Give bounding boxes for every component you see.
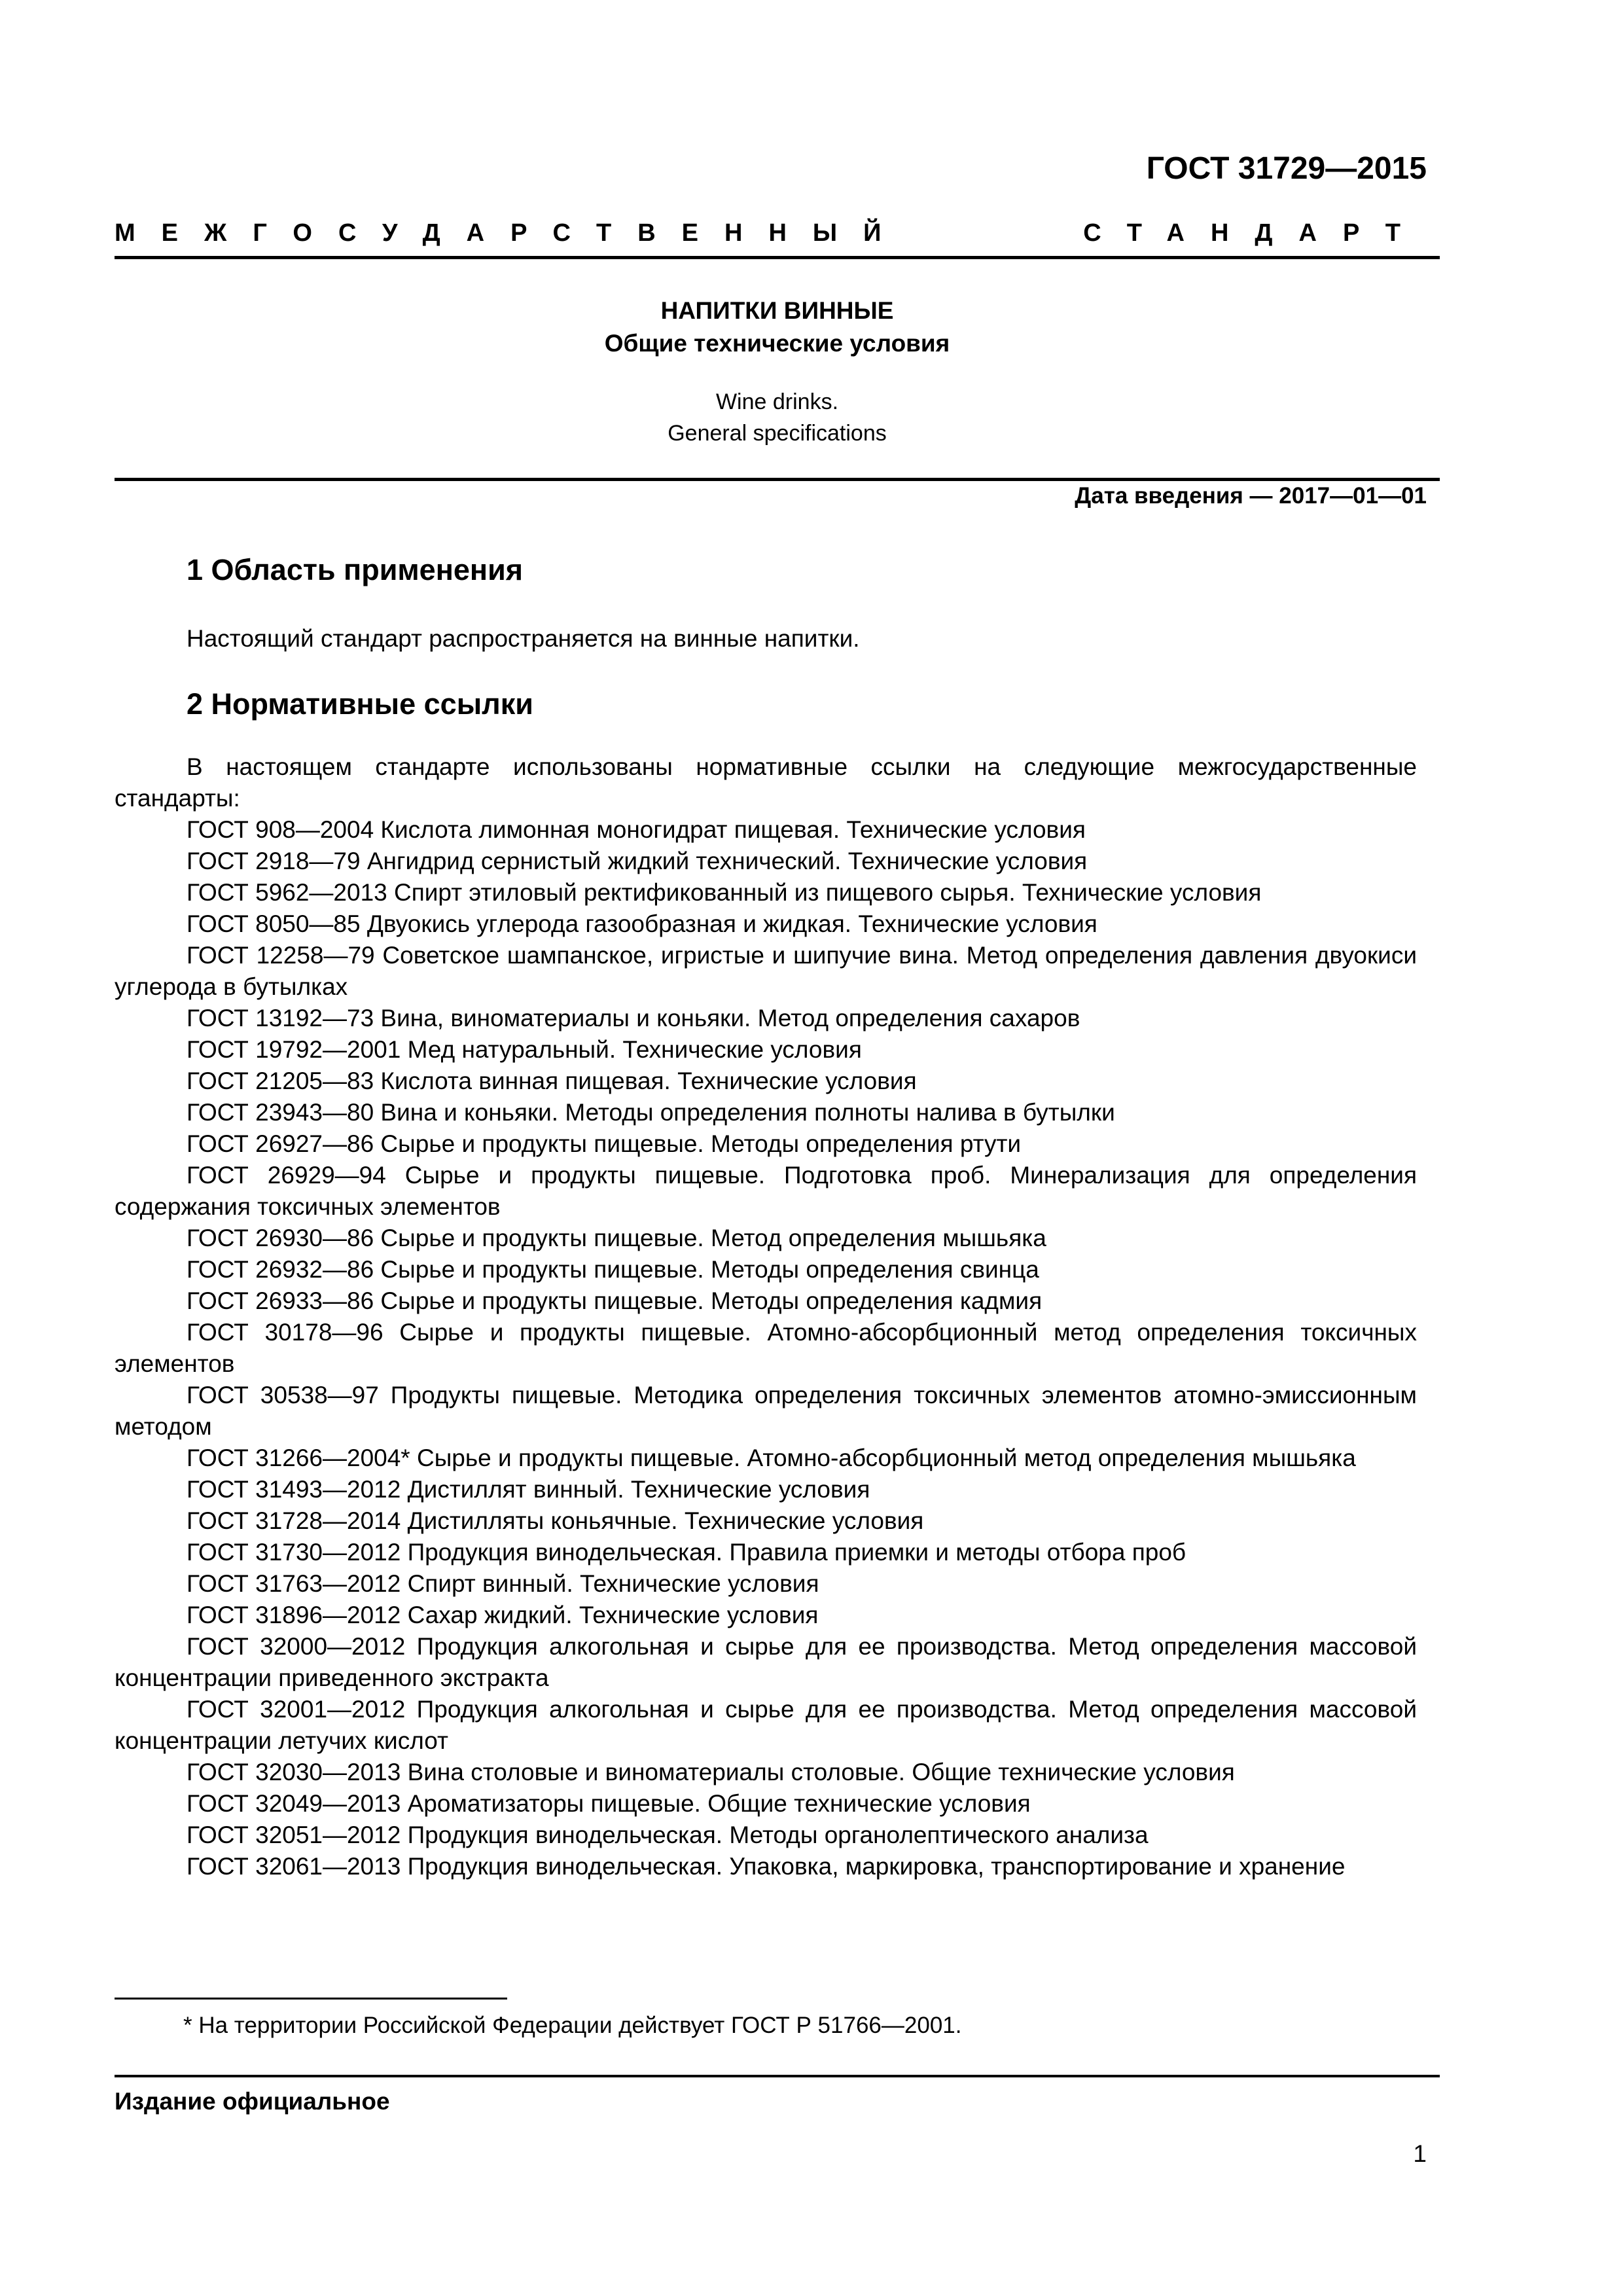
reference-item: ГОСТ 19792—2001 Мед натуральный. Технические условия xyxy=(187,1036,862,1063)
official-edition-label: Издание официальное xyxy=(115,2088,390,2115)
reference-item: ГОСТ 31728—2014 Дистилляты коньячные. Технические условия xyxy=(187,1507,924,1534)
reference-item: ГОСТ 31763—2012 Спирт винный. Технические условия xyxy=(187,1570,819,1597)
reference-item: ГОСТ 26930—86 Сырье и продукты пищевые. Метод определения мышьяка xyxy=(187,1225,1046,1251)
reference-item: ГОСТ 31266—2004* Сырье и продукты пищевые. Атомно-абсорбционный метод определения мышьяка xyxy=(187,1444,1356,1471)
section-1-heading: 1 Область применения xyxy=(187,553,524,586)
reference-item: ГОСТ 5962—2013 Спирт этиловый ректификованный из пищевого сырья. Технические условия xyxy=(187,879,1262,906)
normative-references-list xyxy=(115,751,1417,1882)
reference-item: ГОСТ 31493—2012 Дистиллят винный. Технические условия xyxy=(187,1476,870,1503)
reference-item: ГОСТ 13192—73 Вина, виноматериалы и коньяки. Метод определения сахаров xyxy=(187,1005,1080,1031)
reference-item: ГОСТ 32001—2012 Продукция алкогольная и сырье для ее производства. Метод определения массовой концентрации летучих кислот xyxy=(115,1696,1417,1754)
title-main: НАПИТКИ ВИННЫЕ xyxy=(660,297,894,324)
reference-item: ГОСТ 30178—96 Сырье и продукты пищевые. Атомно-абсорбционный метод определения токсичных элементов xyxy=(115,1319,1417,1377)
title-english-line2: General specifications xyxy=(668,421,887,446)
title-rule xyxy=(115,478,1440,481)
reference-item: ГОСТ 31730—2012 Продукция винодельческая. Правила приемки и методы отбора проб xyxy=(187,1539,1186,1566)
reference-item: ГОСТ 32049—2013 Ароматизаторы пищевые. Общие технические условия xyxy=(187,1790,1031,1817)
reference-item: ГОСТ 26932—86 Сырье и продукты пищевые. Методы определения свинца xyxy=(187,1256,1039,1283)
section-1-text: Настоящий стандарт распространяется на винные напитки. xyxy=(187,625,860,652)
reference-item: ГОСТ 8050—85 Двуокись углерода газообразная и жидкая. Технические условия xyxy=(187,910,1097,937)
title-subtitle: Общие технические условия xyxy=(604,330,950,357)
reference-item: ГОСТ 30538—97 Продукты пищевые. Методика определения токсичных элементов атомно-эмиссионным методом xyxy=(115,1382,1417,1440)
reference-item: ГОСТ 12258—79 Советское шампанское, игристые и шипучие вина. Метод определения давления двуокиси углерода в бутылках xyxy=(115,942,1417,1000)
reference-item: ГОСТ 32051—2012 Продукция винодельческая. Методы органолептического анализа xyxy=(187,1821,1149,1848)
footnote-rule xyxy=(115,1998,507,2000)
reference-item: ГОСТ 31896—2012 Сахар жидкий. Технические условия xyxy=(187,1602,819,1628)
footer-rule xyxy=(115,2075,1440,2077)
reference-item: ГОСТ 2918—79 Ангидрид сернистый жидкий технический. Технические условия xyxy=(187,848,1088,874)
title-english xyxy=(115,386,1440,449)
reference-item: ГОСТ 32000—2012 Продукция алкогольная и сырье для ее производства. Метод определения массовой концентрации приведенного экстракта xyxy=(115,1633,1417,1691)
title-block xyxy=(115,295,1440,449)
reference-item: ГОСТ 26929—94 Сырье и продукты пищевые. Подготовка проб. Минерализация для определения содержания токсичных элементов xyxy=(115,1162,1417,1220)
page-number: 1 xyxy=(1413,2140,1427,2167)
references-intro: В настоящем стандарте использованы нормативные ссылки на следующие межгосударственные стандарты: xyxy=(115,753,1417,812)
reference-item: ГОСТ 26927—86 Сырье и продукты пищевые. Методы определения ртути xyxy=(187,1130,1022,1157)
reference-item: ГОСТ 32061—2013 Продукция винодельческая. Упаковка, маркировка, транспортирование и хранение xyxy=(187,1853,1346,1880)
title-english-line1: Wine drinks. xyxy=(715,389,839,414)
reference-item: ГОСТ 26933—86 Сырье и продукты пищевые. Методы определения кадмия xyxy=(187,1287,1043,1314)
section-2-heading: 2 Нормативные ссылки xyxy=(187,687,533,721)
header-rule xyxy=(115,256,1440,259)
introduction-date: Дата введения — 2017—01—01 xyxy=(1075,483,1427,509)
interstate-standard-heading: МЕЖГОСУДАРСТВЕННЫЙ СТАНДАРТ xyxy=(115,219,1427,247)
footnote: * На территории Российской Федерации действует ГОСТ Р 51766—2001. xyxy=(183,2013,962,2038)
reference-item: ГОСТ 21205—83 Кислота винная пищевая. Технические условия xyxy=(187,1067,917,1094)
document-code: ГОСТ 31729—2015 xyxy=(1146,151,1427,186)
reference-item: ГОСТ 23943—80 Вина и коньяки. Методы определения полноты налива в бутылки xyxy=(187,1099,1115,1126)
reference-item: ГОСТ 908—2004 Кислота лимонная моногидрат пищевая. Технические условия xyxy=(187,816,1086,843)
reference-item: ГОСТ 32030—2013 Вина столовые и виноматериалы столовые. Общие технические условия xyxy=(187,1759,1235,1785)
